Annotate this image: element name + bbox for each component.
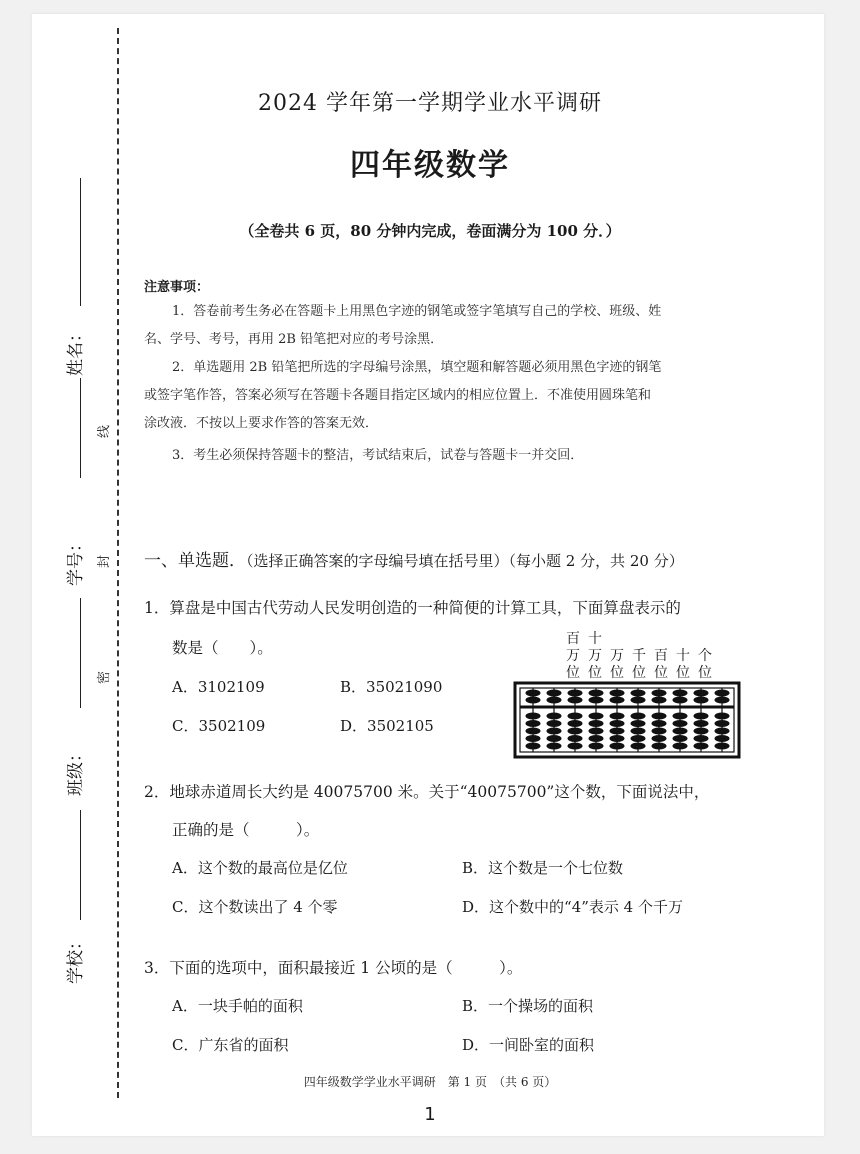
abacus-bead [547,713,562,720]
abacus-bead [631,735,646,742]
abacus-bead [547,743,562,750]
q1-option-c: C．3502109 [172,717,266,735]
q1-stem-line1: 1．算盘是中国古代劳动人民发明创造的一种简便的计算工具，下面算盘表示的 [144,599,681,617]
abacus-bead [652,735,667,742]
notice-item2-line2: 或签字笔作答，答案必须写在答题卡各题目指定区域内的相应位置上．不准使用圆珠笔和 [144,388,652,403]
notice-item2-line3: 涂改液．不按以上要求作答的答案无效． [144,416,379,431]
abacus-bead [715,690,730,697]
notice-item1-line1: 1．答卷前考生务必在答题卡上用黑色字迹的钢笔或签字笔填写自己的学校、班级、姓 [172,304,662,319]
section-heading [144,546,684,571]
notice-item1-line2: 名、学号、考号，再用 2B 铅笔把对应的考号涂黑． [144,332,444,347]
q3-stem: 3．下面的选项中，面积最接近 1 公顷的是（ ）。 [144,959,523,977]
q1-option-a: A．3102109 [172,678,265,696]
q3-option-c: C．广东省的面积 [172,1036,289,1054]
q2-option-a: A．这个数的最高位是亿位 [172,859,348,877]
abacus-bead [715,743,730,750]
abacus-bead [631,743,646,750]
q1-stem-line2: 数是（ ）。 [172,639,273,657]
abacus-bead [631,728,646,735]
abacus-bead [652,728,667,735]
abacus-bead [652,697,667,704]
abacus-bead [673,697,688,704]
name-write-line [80,178,81,306]
abacus-bead [589,720,604,727]
section-title: 一、单选题． [144,551,246,571]
id-write-line [80,598,81,708]
abacus-bead [568,713,583,720]
abacus-label-row3-3: 位 [632,665,646,681]
abacus-bead [631,720,646,727]
name-label: 姓名： [66,325,86,376]
exam-title-main: 四年级数学 [350,148,510,183]
section-instructions: （选择正确答案的字母编号填在括号里）（每小题 2 分，共 20 分） [246,552,684,570]
abacus-bead [610,690,625,697]
abacus-bead [652,713,667,720]
abacus-bead [652,690,667,697]
seal-dashed-line [117,28,119,1098]
abacus-bead [547,690,562,697]
abacus-bead [589,713,604,720]
abacus-bead [526,728,541,735]
abacus-bead [715,713,730,720]
abacus-bead [610,735,625,742]
abacus-bead [694,690,709,697]
abacus-bead [568,697,583,704]
abacus-bead [610,713,625,720]
abacus-bead [694,743,709,750]
abacus-bead [610,728,625,735]
notice-item2-line1: 2．单选题用 2B 铅笔把所选的字母编号涂黑，填空题和解答题必须用黑色字迹的钢笔 [172,360,662,375]
page-footer: 四年级数学学业水平调研 第 1 页 （共 6 页） [303,1075,557,1089]
abacus-bead [526,735,541,742]
abacus-bead [673,690,688,697]
abacus-drawing [513,680,743,760]
exam-subtitle: （全卷共 6 页，80 分钟内完成，卷面满分为 100 分．） [239,222,621,240]
abacus-bead [694,697,709,704]
abacus-label-row2-2: 万 [610,648,624,664]
abacus-place-labels [513,628,743,682]
abacus-bead [568,720,583,727]
page-number: 1 [424,1104,436,1125]
abacus-bead [673,720,688,727]
abacus-bead [589,728,604,735]
abacus-bead [694,735,709,742]
abacus-bead [568,735,583,742]
q2-option-d: D．这个数中的“4”表示 4 个千万 [462,898,683,916]
name-write-line-lower [80,378,81,478]
abacus-label-row3-5: 位 [676,665,690,681]
notice-item3: 3．考生必须保持答题卡的整洁，考试结束后，试卷与答题卡一并交回． [172,448,584,463]
abacus-bead [610,720,625,727]
abacus-label-row3-4: 位 [654,665,668,681]
abacus-bead [673,735,688,742]
abacus-bead [547,720,562,727]
abacus-bead [631,697,646,704]
abacus-bead [673,713,688,720]
abacus-bead [631,713,646,720]
abacus-bead [589,697,604,704]
abacus-bead [715,735,730,742]
abacus-bead [715,697,730,704]
class-write-line [80,810,81,920]
abacus-label-row2-0: 万 [566,648,580,664]
abacus-bead [547,697,562,704]
abacus-label-row1-0: 百 [566,631,580,647]
abacus-bead [526,720,541,727]
abacus-bead [568,690,583,697]
abacus-bead [526,697,541,704]
abacus-bead [547,728,562,735]
abacus-bead [673,743,688,750]
abacus-label-row2-6: 个 [698,648,712,664]
abacus-bead [652,720,667,727]
student-id-label: 学号： [66,535,86,586]
abacus-bead [694,720,709,727]
abacus-bead [568,728,583,735]
abacus-label-row1-1: 十 [588,631,602,647]
q3-option-d: D．一间卧室的面积 [462,1036,595,1054]
abacus-bead [715,720,730,727]
q1-option-d: D．3502105 [340,717,434,735]
q2-stem-line2: 正确的是（ ）。 [172,821,320,839]
abacus-bead [610,743,625,750]
abacus-label-row3-6: 位 [698,665,712,681]
q1-option-b: B．35021090 [340,678,443,696]
abacus-bead [589,743,604,750]
abacus-label-row2-3: 千 [632,648,646,664]
abacus-bead [526,743,541,750]
q3-option-a: A．一块手帕的面积 [172,997,303,1015]
abacus-label-row3-1: 位 [588,665,602,681]
abacus-bead [526,690,541,697]
q3-option-b: B．一个操场的面积 [462,997,594,1015]
abacus-label-row2-1: 万 [588,648,602,664]
seal-char-mi: 密 [97,670,113,685]
abacus-bead [694,713,709,720]
abacus-bead [568,743,583,750]
abacus-bead [673,728,688,735]
abacus-label-row2-5: 十 [676,648,690,664]
abacus-bead [694,728,709,735]
notice-title: 注意事项： [144,280,210,295]
abacus-bead [610,697,625,704]
abacus-bead [547,735,562,742]
school-label: 学校： [66,933,86,984]
abacus-figure [513,628,743,760]
abacus-bead [589,735,604,742]
exam-title-top: 2024 学年第一学期学业水平调研 [258,91,602,116]
abacus-bead [652,743,667,750]
abacus-label-row2-4: 百 [654,648,668,664]
abacus-bead [526,713,541,720]
seal-char-line: 线 [97,424,113,439]
abacus-bead [631,690,646,697]
abacus-label-row3-0: 位 [566,665,580,681]
abacus-label-row3-2: 位 [610,665,624,681]
q2-option-b: B．这个数是一个七位数 [462,859,624,877]
q2-stem-line1: 2．地球赤道周长大约是 40075700 米。关于“40075700”这个数，下面说法中， [144,783,710,801]
abacus-bead [715,728,730,735]
seal-char-feng: 封 [97,554,113,569]
abacus-bead [589,690,604,697]
q2-option-c: C．这个数读出了 4 个零 [172,898,338,916]
class-label: 班级： [66,745,86,796]
